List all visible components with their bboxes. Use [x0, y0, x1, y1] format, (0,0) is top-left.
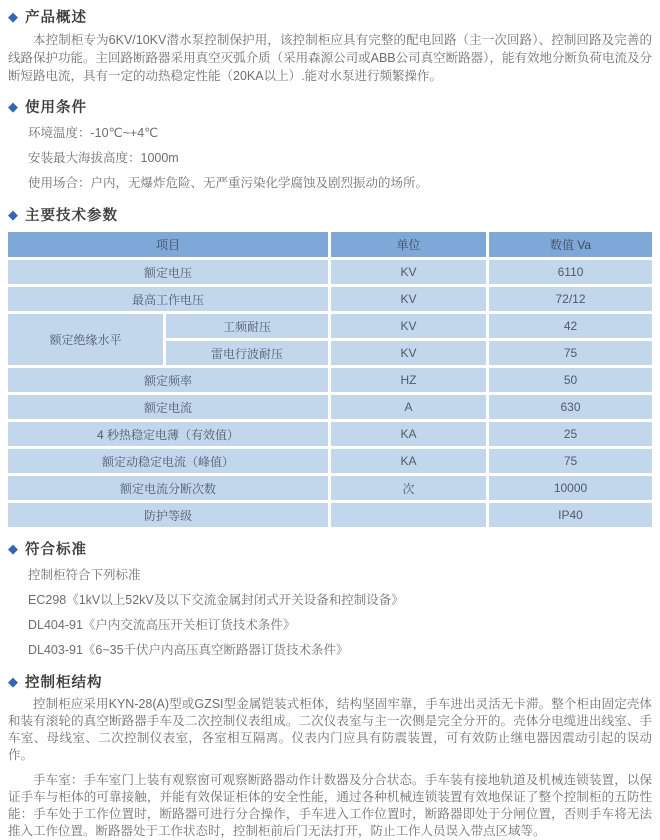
cell-unit: KA — [331, 449, 486, 473]
column-header-unit: 单位 — [331, 232, 486, 257]
cell-item: 雷电行波耐压 — [166, 341, 328, 365]
cell-unit: HZ — [331, 368, 486, 392]
table-row — [8, 449, 652, 473]
conditions-list — [8, 121, 652, 196]
table-header-row — [8, 232, 652, 257]
section-heading-parameters — [8, 204, 652, 225]
cell-item: 额定动稳定电流（峰值） — [8, 449, 328, 473]
cell-unit: KA — [331, 422, 486, 446]
cell-value: 42 — [489, 314, 652, 338]
cell-item: 防护等级 — [8, 503, 328, 527]
cell-item: 额定电流分断次数 — [8, 476, 328, 500]
diamond-bullet-icon: ◆ — [8, 207, 18, 222]
diamond-bullet-icon: ◆ — [8, 541, 18, 556]
cell-unit: 次 — [331, 476, 486, 500]
cell-value: 50 — [489, 368, 652, 392]
table-row — [8, 503, 652, 527]
cell-item: 额定电流 — [8, 395, 328, 419]
section-heading-standards — [8, 538, 652, 559]
standard-dl403: DL403-91《6~35千伏户内高压真空断路器订货技术条件》 — [28, 643, 349, 657]
table-row — [8, 287, 652, 311]
cell-item-group: 额定绝缘水平 — [8, 314, 163, 365]
parameters-table — [5, 229, 655, 530]
cell-item: 额定电压 — [8, 260, 328, 284]
section-heading-structure — [8, 671, 652, 692]
cell-unit: KV — [331, 341, 486, 365]
cell-value: 72/12 — [489, 287, 652, 311]
cell-value: 75 — [489, 341, 652, 365]
table-row — [8, 395, 652, 419]
cell-unit: KV — [331, 260, 486, 284]
cell-item: 额定频率 — [8, 368, 328, 392]
cell-unit: KV — [331, 314, 486, 338]
standard-dl404: DL404-91《户内交流高压开关柜订货技术条件》 — [28, 618, 296, 632]
diamond-bullet-icon: ◆ — [8, 99, 18, 114]
table-row — [8, 476, 652, 500]
cell-value: 75 — [489, 449, 652, 473]
section-heading-conditions — [8, 96, 652, 117]
cell-item: 4 秒热稳定电薄（有效值） — [8, 422, 328, 446]
cell-item: 最高工作电压 — [8, 287, 328, 311]
heading-usage-conditions: 使用条件 — [25, 100, 87, 116]
structure-paragraph-2: 手车室：手车室门上装有观察窗可观察断路器动作计数器及分合状态。手车装有接地轨道及机械连锁装置，以保证手车与柜体的可靠接触，并能有效保证柜体的安全性能，通过各种机械连锁装置有效地保证了整个控制柜的五防性能：手车处于工作位置时，断路器可进行分合操作，手车进入工作位置时，断路器即处于分闸位置，否则手车将无法推入工作位置。断路器处于工作状态时，控制柜前后门无法打开，防止工作人员误入带点区域等。 — [8, 773, 652, 838]
cell-unit: KV — [331, 287, 486, 311]
cell-unit: A — [331, 395, 486, 419]
heading-technical-parameters: 主要技术参数 — [25, 208, 118, 224]
table-row — [8, 368, 652, 392]
diamond-bullet-icon: ◆ — [8, 9, 18, 24]
cell-value: 630 — [489, 395, 652, 419]
diamond-bullet-icon: ◆ — [8, 674, 18, 689]
table-row — [8, 314, 652, 338]
heading-standards: 符合标准 — [25, 542, 87, 558]
condition-temperature: 环境温度：-10℃~+4℃ — [28, 126, 159, 140]
condition-altitude: 安装最大海拔高度：1000m — [28, 151, 179, 165]
standard-ec298: EC298《1kV以上52kV及以下交流金属封闭式开关设备和控制设备》 — [28, 593, 404, 607]
column-header-value: 数值 Va — [489, 232, 652, 257]
section-heading-overview — [8, 6, 652, 27]
heading-cabinet-structure: 控制柜结构 — [25, 675, 103, 691]
cell-unit — [331, 503, 486, 527]
cell-value: IP40 — [489, 503, 652, 527]
cell-value: 10000 — [489, 476, 652, 500]
condition-environment: 使用场合：户内，无爆炸危险、无严重污染化学腐蚀及剧烈振动的场所。 — [28, 176, 429, 190]
standards-list — [8, 563, 652, 663]
cell-value: 25 — [489, 422, 652, 446]
overview-paragraph: 本控制柜专为6KV/10KV潜水泵控制保护用，该控制柜应具有完整的配电回路（主一次回路）、控制回路及完善的线路保护功能。主回路断路器采用真空灭弧介质（采用森源公司或ABB公司真空断路器），能有效地分断负荷电流及分断短路电流，具有一定的动热稳定性能（20KA以上）.能对水泵进行频繁操作。 — [8, 33, 652, 83]
cell-item: 工频耐压 — [166, 314, 328, 338]
structure-paragraph-1: 控制柜应采用KYN-28(A)型或GZSI型金属铠装式柜体，结构坚固牢靠，手车进出灵活无卡滞。整个柜由固定壳体和装有滚轮的真空断路器手车及二次控制仪表组成。二次仪表室与主一次侧是完全分开的。壳体分电缆进出线室、手车室、母线室、二次控制仪表室，各室相互隔离。仪表内门应具有防震装置，可有效防止继电器因震动引起的误动作。 — [8, 697, 652, 762]
column-header-item: 项目 — [8, 232, 328, 257]
heading-product-overview: 产品概述 — [25, 10, 87, 26]
standards-intro: 控制柜符合下列标准 — [28, 568, 141, 582]
cell-value: 6110 — [489, 260, 652, 284]
table-row — [8, 422, 652, 446]
table-row — [8, 260, 652, 284]
